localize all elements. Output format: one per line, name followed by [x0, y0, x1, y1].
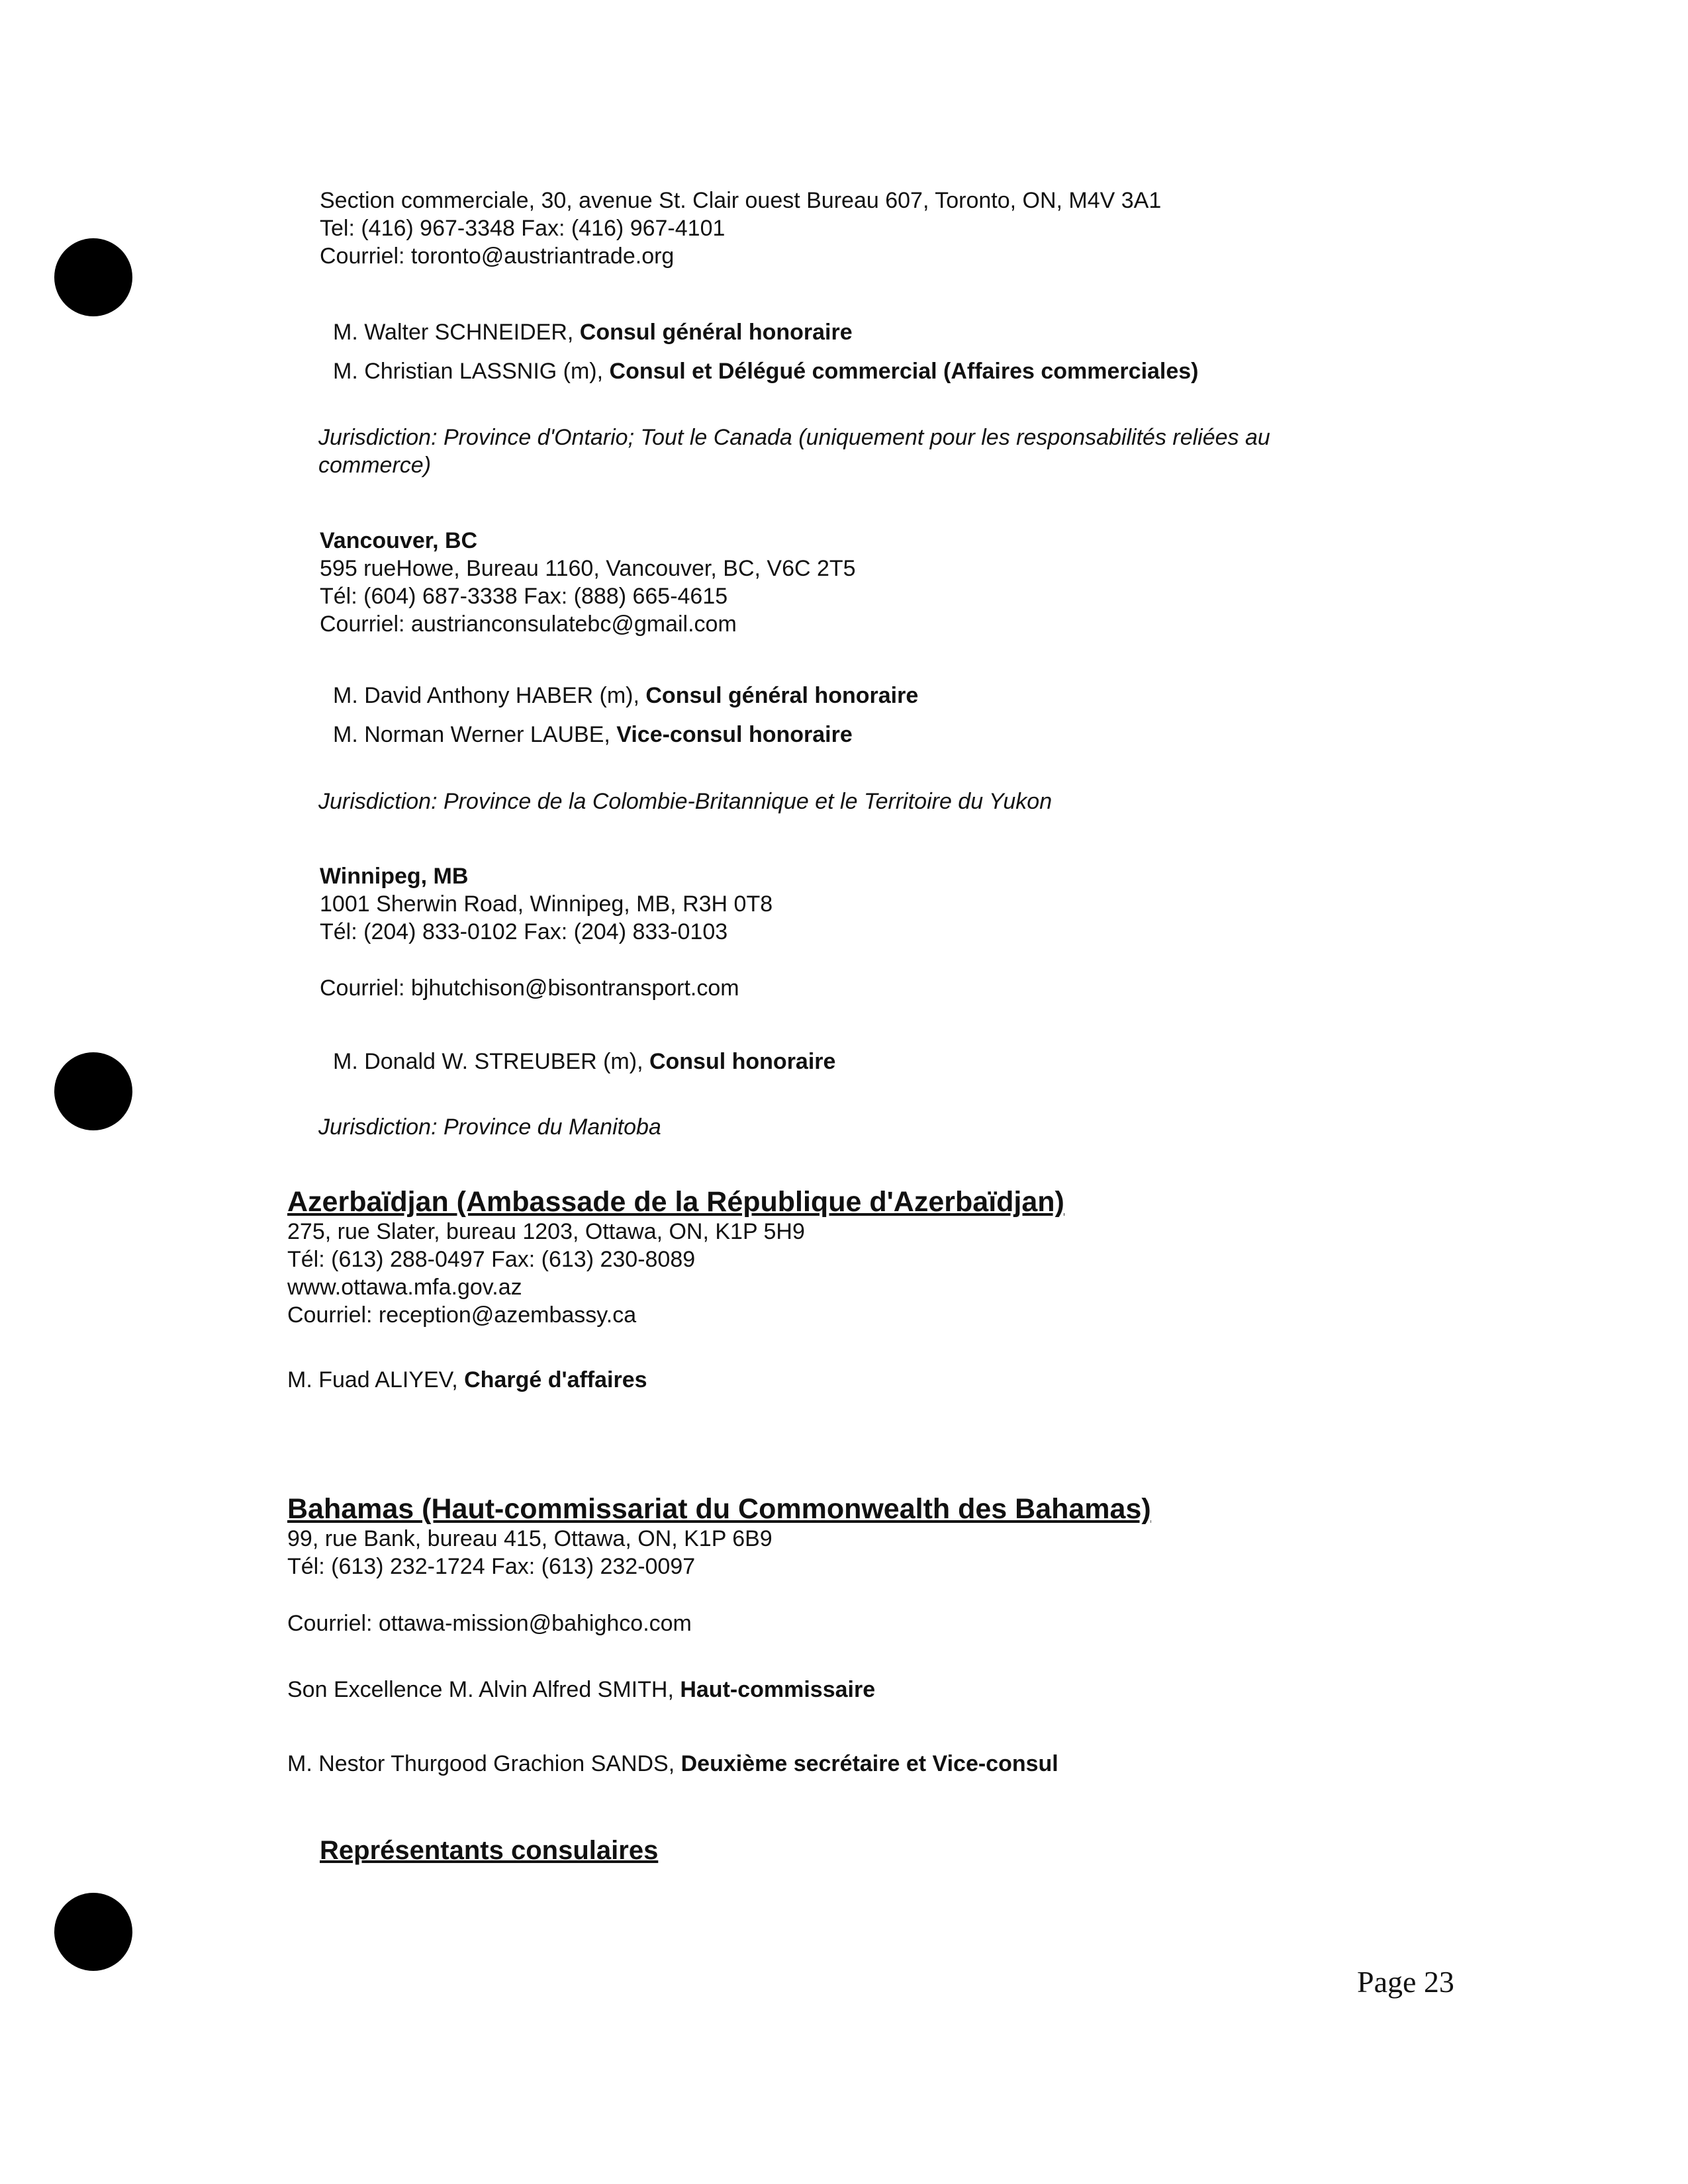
official-title: Consul honoraire	[649, 1049, 836, 1074]
bahamas-official-1	[287, 1676, 875, 1704]
toronto-email: Courriel: toronto@austriantrade.org	[320, 244, 675, 269]
binder-hole-bottom	[54, 1893, 132, 1971]
winnipeg-city: Winnipeg, MB	[320, 864, 469, 889]
winnipeg-email: Courriel: bjhutchison@bisontransport.com	[320, 976, 739, 1001]
jurisdiction-line: Jurisdiction: Province du Manitoba	[318, 1115, 661, 1140]
official-title: Consul général honoraire	[645, 683, 919, 708]
toronto-phone: Tel: (416) 967-3348 Fax: (416) 967-4101	[320, 216, 726, 241]
official-name: M. Fuad ALIYEV,	[287, 1367, 465, 1392]
official-name: M. Nestor Thurgood Grachion SANDS,	[287, 1751, 681, 1776]
official-title: Chargé d'affaires	[464, 1367, 647, 1392]
toronto-official-1	[333, 318, 853, 346]
toronto-section	[320, 187, 1161, 270]
official-name: M. Donald W. STREUBER (m),	[333, 1049, 649, 1074]
official-name: M. Christian LASSNIG (m),	[333, 359, 610, 384]
binder-hole-top	[54, 238, 132, 316]
bahamas-heading: Bahamas (Haut-commissariat du Commonwealth des Bahamas)	[287, 1493, 1151, 1525]
toronto-jurisdiction	[318, 424, 1270, 479]
official-title: Vice-consul honoraire	[616, 722, 853, 747]
official-name: M. Walter SCHNEIDER,	[333, 320, 580, 345]
azerbaijan-official-1	[287, 1366, 647, 1394]
official-title: Consul et Délégué commercial (Affaires commerciales)	[609, 359, 1199, 384]
official-title: Deuxième secrétaire et Vice-consul	[680, 1751, 1058, 1776]
vancouver-phone: Tél: (604) 687-3338 Fax: (888) 665-4615	[320, 584, 728, 609]
bahamas-address: 99, rue Bank, bureau 415, Ottawa, ON, K1P 6B9	[287, 1526, 773, 1551]
bahamas-section	[287, 1493, 1151, 1580]
winnipeg-email-block	[320, 974, 739, 1002]
azerbaijan-website: www.ottawa.mfa.gov.az	[287, 1275, 522, 1300]
jurisdiction-line-1: Jurisdiction: Province d'Ontario; Tout le Canada (uniquement pour les responsabilités reliées au	[318, 425, 1270, 450]
jurisdiction-line: Jurisdiction: Province de la Colombie-Britannique et le Territoire du Yukon	[318, 789, 1053, 814]
subheading-text: Représentants consulaires	[320, 1836, 659, 1865]
winnipeg-jurisdiction	[318, 1113, 661, 1141]
vancouver-official-1	[333, 682, 918, 709]
bahamas-email-block	[287, 1610, 692, 1637]
vancouver-address: 595 rueHowe, Bureau 1160, Vancouver, BC, V6C 2T5	[320, 556, 856, 581]
bahamas-email: Courriel: ottawa-mission@bahighco.com	[287, 1611, 692, 1636]
winnipeg-official-1	[333, 1048, 835, 1075]
toronto-official-2	[333, 357, 1199, 385]
official-title: Consul général honoraire	[579, 320, 853, 345]
vancouver-email: Courriel: austrianconsulatebc@gmail.com	[320, 612, 737, 637]
official-name: Son Excellence M. Alvin Alfred SMITH,	[287, 1677, 680, 1702]
bahamas-official-2	[287, 1750, 1058, 1778]
jurisdiction-line-2: commerce)	[318, 453, 432, 478]
azerbaijan-section	[287, 1186, 1064, 1329]
azerbaijan-address: 275, rue Slater, bureau 1203, Ottawa, ON, K1P 5H9	[287, 1219, 805, 1244]
vancouver-jurisdiction	[318, 788, 1052, 815]
page-number: Page 23	[1357, 1965, 1454, 1999]
vancouver-official-2	[333, 721, 853, 749]
winnipeg-phone: Tél: (204) 833-0102 Fax: (204) 833-0103	[320, 919, 728, 944]
official-title: Haut-commissaire	[680, 1677, 876, 1702]
official-name: M. David Anthony HABER (m),	[333, 683, 646, 708]
bahamas-phone: Tél: (613) 232-1724 Fax: (613) 232-0097	[287, 1554, 696, 1579]
vancouver-city: Vancouver, BC	[320, 528, 478, 553]
binder-hole-middle	[54, 1052, 132, 1130]
winnipeg-address: 1001 Sherwin Road, Winnipeg, MB, R3H 0T8	[320, 891, 773, 917]
winnipeg-section	[320, 862, 773, 946]
azerbaijan-heading: Azerbaïdjan (Ambassade de la République d'Azerbaïdjan)	[287, 1186, 1064, 1218]
official-name: M. Norman Werner LAUBE,	[333, 722, 617, 747]
toronto-address: Section commerciale, 30, avenue St. Clair ouest Bureau 607, Toronto, ON, M4V 3A1	[320, 188, 1162, 213]
consular-representatives-heading	[320, 1835, 658, 1866]
azerbaijan-email: Courriel: reception@azembassy.ca	[287, 1302, 637, 1328]
azerbaijan-phone: Tél: (613) 288-0497 Fax: (613) 230-8089	[287, 1247, 696, 1272]
vancouver-section	[320, 527, 856, 638]
